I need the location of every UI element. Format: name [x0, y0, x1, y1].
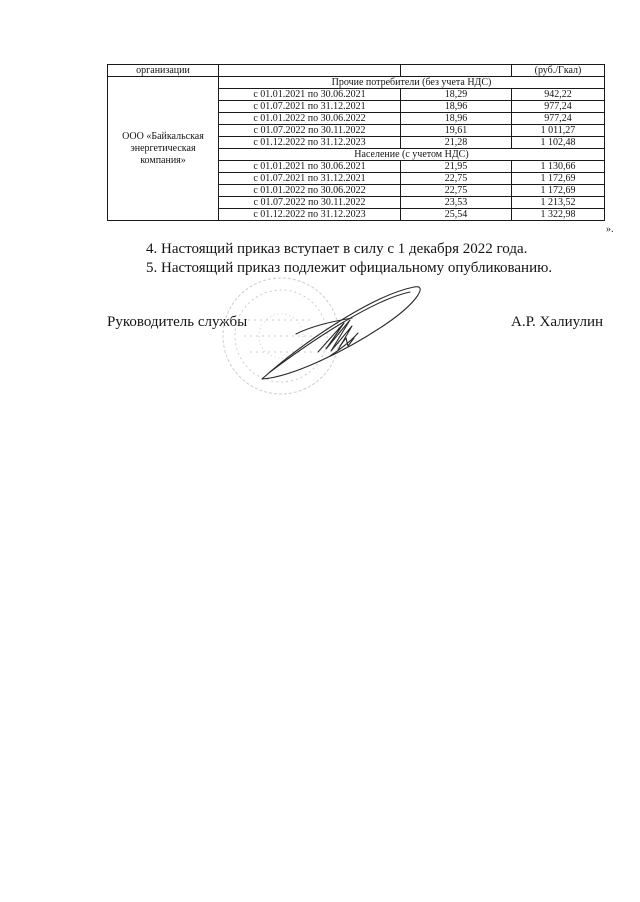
table-header-row — [108, 65, 605, 77]
organization-cell: ООО «Байкальская энергетическая компания» — [108, 77, 219, 221]
period-cell: с 01.07.2022 по 30.11.2022 — [219, 125, 401, 137]
value-1-cell: 25,54 — [401, 209, 512, 221]
paragraph-effective-date: 4. Настоящий приказ вступает в силу с 1 декабря 2022 года. — [146, 241, 528, 257]
stamp — [223, 278, 339, 394]
value-2-cell: 1 011,27 — [512, 125, 605, 137]
value-1-cell: 22,75 — [401, 173, 512, 185]
group-title-row — [108, 77, 605, 89]
header-cell-empty-1 — [219, 65, 401, 77]
period-cell: с 01.01.2022 по 30.06.2022 — [219, 185, 401, 197]
period-cell: с 01.07.2021 по 31.12.2021 — [219, 101, 401, 113]
value-2-cell: 1 213,52 — [512, 197, 605, 209]
period-cell: с 01.12.2022 по 31.12.2023 — [219, 209, 401, 221]
value-2-cell: 1 322,98 — [512, 209, 605, 221]
period-cell: с 01.12.2022 по 31.12.2023 — [219, 137, 401, 149]
value-2-cell: 1 172,69 — [512, 185, 605, 197]
handwritten-signature — [262, 287, 420, 379]
value-2-cell: 942,22 — [512, 89, 605, 101]
closing-quote-mark: ». — [606, 224, 614, 235]
group-title: Население (с учетом НДС) — [219, 149, 605, 161]
value-1-cell: 22,75 — [401, 185, 512, 197]
period-cell: с 01.07.2021 по 31.12.2021 — [219, 173, 401, 185]
value-2-cell: 977,24 — [512, 113, 605, 125]
period-cell: с 01.01.2021 по 30.06.2021 — [219, 161, 401, 173]
period-cell: с 01.01.2022 по 30.06.2022 — [219, 113, 401, 125]
signatory-position: Руководитель службы — [107, 314, 248, 330]
header-cell-empty-2 — [401, 65, 512, 77]
signatory-name: А.Р. Халиулин — [511, 314, 604, 330]
value-1-cell: 18,29 — [401, 89, 512, 101]
paragraph-publication: 5. Настоящий приказ подлежит официальному опубликованию. — [146, 260, 553, 276]
value-1-cell: 21,95 — [401, 161, 512, 173]
value-2-cell: 1 130,66 — [512, 161, 605, 173]
value-1-cell: 19,61 — [401, 125, 512, 137]
value-2-cell: 977,24 — [512, 101, 605, 113]
header-cell-organization: организации — [108, 65, 219, 77]
value-2-cell: 1 102,48 — [512, 137, 605, 149]
value-1-cell: 18,96 — [401, 113, 512, 125]
period-cell: с 01.07.2022 по 30.11.2022 — [219, 197, 401, 209]
header-cell-unit: (руб./Гкал) — [512, 65, 605, 77]
tariff-table — [107, 64, 605, 221]
value-1-cell: 21,28 — [401, 137, 512, 149]
period-cell: с 01.01.2021 по 30.06.2021 — [219, 89, 401, 101]
group-title: Прочие потребители (без учета НДС) — [219, 77, 605, 89]
value-1-cell: 23,53 — [401, 197, 512, 209]
value-1-cell: 18,96 — [401, 101, 512, 113]
value-2-cell: 1 172,69 — [512, 173, 605, 185]
